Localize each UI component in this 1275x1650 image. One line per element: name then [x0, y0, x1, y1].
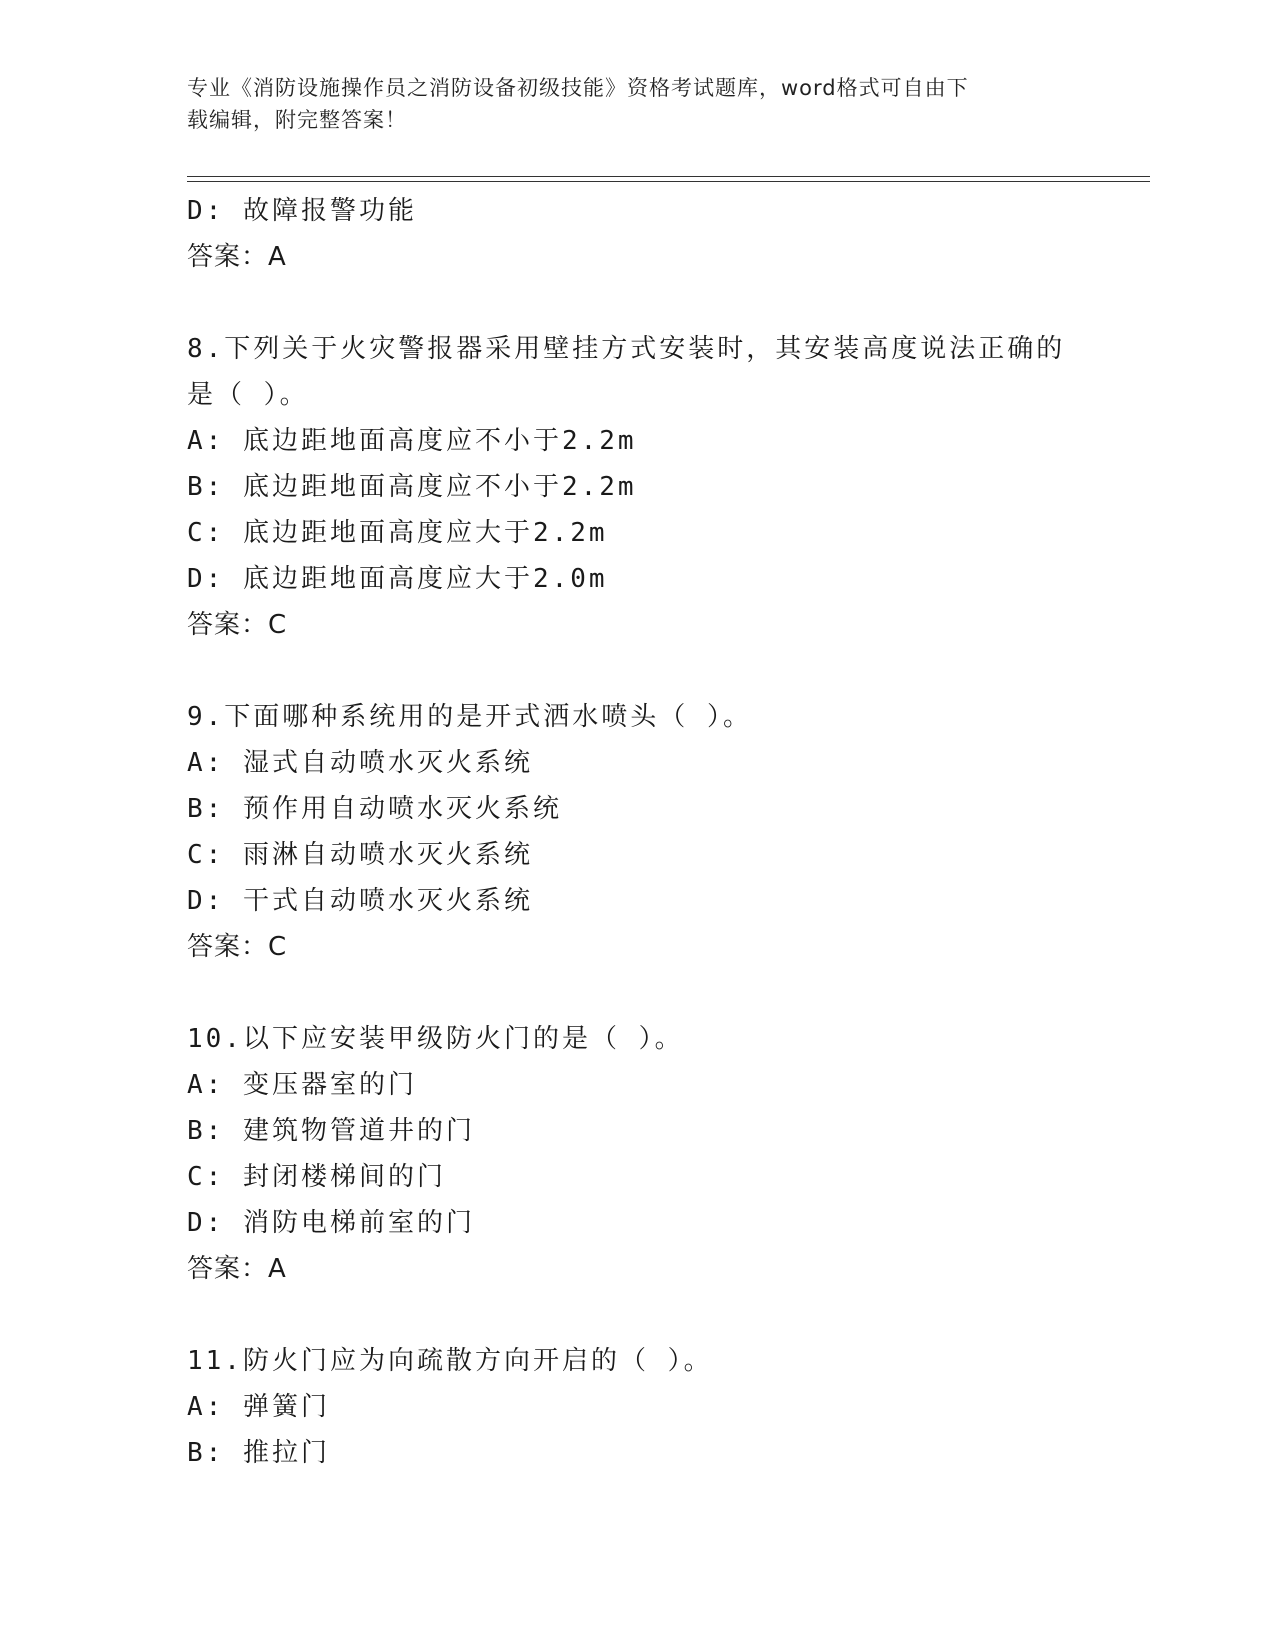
answer: 答案：A: [187, 242, 287, 272]
question-stem: 9.下面哪种系统用的是开式洒水喷头（ ）。: [187, 702, 752, 732]
question-stem: 10.以下应安装甲级防火门的是（ ）。: [187, 1024, 684, 1054]
option-c: C: 底边距地面高度应大于2.2m: [187, 518, 608, 548]
option-b: B: 预作用自动喷水灭火系统: [187, 794, 562, 824]
answer: 答案：C: [187, 932, 288, 962]
question-stem: 是（ ）。: [187, 380, 309, 410]
option-b: B: 建筑物管道井的门: [187, 1116, 475, 1146]
option-c: C: 雨淋自动喷水灭火系统: [187, 840, 533, 870]
spacer: [187, 970, 1087, 1016]
spacer: [187, 648, 1087, 694]
option-b: B: 推拉门: [187, 1438, 330, 1468]
header-rule-bottom: [187, 181, 1150, 182]
option-b: B: 底边距地面高度应不小于2.2m: [187, 472, 637, 502]
header-line-1: 专业《消防设施操作员之消防设备初级技能》资格考试题库，word格式可自由下: [187, 76, 969, 100]
header-rule-top: [187, 176, 1150, 177]
question-8: [187, 326, 1087, 648]
spacer: [187, 1292, 1087, 1338]
question-stem: 8.下列关于火灾警报器采用壁挂方式安装时，其安装高度说法正确的: [187, 334, 1066, 364]
option-c: C: 封闭楼梯间的门: [187, 1162, 446, 1192]
page-header: [187, 72, 1067, 136]
question-10: [187, 1016, 1087, 1292]
option-a: A: 变压器室的门: [187, 1070, 417, 1100]
option-a: A: 弹簧门: [187, 1392, 330, 1422]
question-9: [187, 694, 1087, 970]
spacer: [187, 280, 1087, 326]
option-a: A: 湿式自动喷水灭火系统: [187, 748, 533, 778]
question-content: [187, 188, 1087, 1476]
header-line-2: 载编辑，附完整答案！: [187, 108, 407, 132]
question-11: [187, 1338, 1087, 1476]
option-d: D: 消防电梯前室的门: [187, 1208, 475, 1238]
option-d: D: 底边距地面高度应大于2.0m: [187, 564, 608, 594]
answer: 答案：A: [187, 1254, 287, 1284]
option-d: D: 干式自动喷水灭火系统: [187, 886, 533, 916]
question-stem: 11.防火门应为向疏散方向开启的（ ）。: [187, 1346, 713, 1376]
option-a: A: 底边距地面高度应不小于2.2m: [187, 426, 637, 456]
answer: 答案：C: [187, 610, 288, 640]
option-d: D: 故障报警功能: [187, 196, 417, 226]
